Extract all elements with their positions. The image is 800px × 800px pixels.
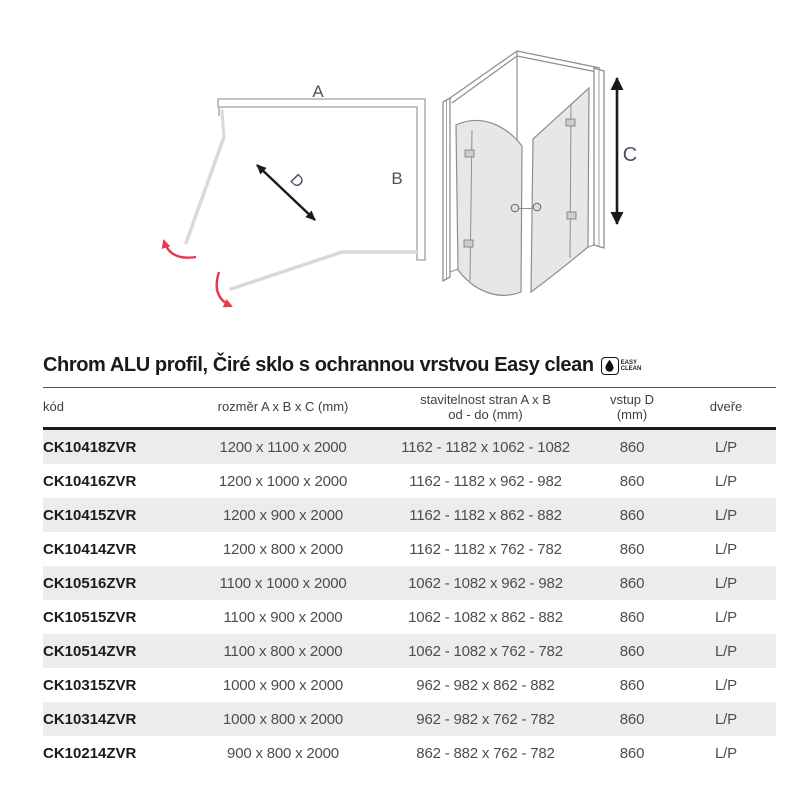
perspective-view-diagram xyxy=(443,51,637,295)
cell-rozmer: 1100 x 1000 x 2000 xyxy=(219,574,347,592)
cell-rozmer: 1200 x 900 x 2000 xyxy=(222,506,344,524)
cell-stavitelnost: 962 - 982 x 862 - 882 xyxy=(416,676,555,694)
cell-dvere: L/P xyxy=(715,676,737,694)
table-row xyxy=(43,532,776,566)
cell-rozmer: 1000 x 900 x 2000 xyxy=(222,676,344,694)
table-row xyxy=(43,736,776,770)
page-title: Chrom ALU profil, Čiré sklo s ochrannou vrstvou Easy clean xyxy=(43,354,594,376)
table-row xyxy=(43,668,776,702)
label-b: B xyxy=(391,169,403,188)
cell-stavitelnost: 1162 - 1182 x 1062 - 1082 xyxy=(401,438,570,456)
hinge-icon xyxy=(465,150,474,157)
droplet-icon xyxy=(601,357,619,375)
top-view-diagram xyxy=(164,82,425,306)
table-row xyxy=(43,702,776,736)
cell-rozmer: 1200 x 800 x 2000 xyxy=(222,540,344,558)
cell-vstup: 860 xyxy=(619,540,645,558)
label-d: D xyxy=(286,171,307,192)
col-header-kod: kód xyxy=(43,388,183,429)
col-header-stavitelnost: stavitelnost stran A x B od - do (mm) xyxy=(383,388,588,429)
cell-rozmer: 1200 x 1000 x 2000 xyxy=(218,472,348,490)
cell-kod: CK10314ZVR xyxy=(43,710,137,728)
spec-table xyxy=(43,387,776,770)
cell-stavitelnost: 1162 - 1182 x 862 - 882 xyxy=(409,506,562,524)
cell-dvere: L/P xyxy=(715,540,737,558)
left-glass-door xyxy=(456,121,522,296)
cell-dvere: L/P xyxy=(715,506,737,524)
swing-arrow-left xyxy=(164,241,196,258)
table-row xyxy=(43,464,776,498)
cell-dvere: L/P xyxy=(715,438,737,456)
table-row xyxy=(43,498,776,532)
cell-vstup: 860 xyxy=(619,438,645,456)
cell-dvere: L/P xyxy=(715,574,737,592)
cell-kod: CK10214ZVR xyxy=(43,744,137,762)
col-header-rozmer: rozměr A x B x C (mm) xyxy=(183,388,383,429)
easy-clean-badge xyxy=(601,357,642,375)
cell-stavitelnost: 1062 - 1082 x 762 - 782 xyxy=(408,642,563,660)
cell-kod: CK10516ZVR xyxy=(43,574,137,592)
door-knob-icon xyxy=(511,204,519,212)
cell-kod: CK10418ZVR xyxy=(43,438,137,456)
easy-clean-badge-text: EASY CLEAN xyxy=(620,359,642,372)
cell-vstup: 860 xyxy=(619,744,645,762)
label-a: A xyxy=(312,82,324,101)
open-door-lines xyxy=(186,111,417,289)
spec-table-header xyxy=(43,388,776,429)
product-title-row xyxy=(43,354,776,377)
cell-stavitelnost: 862 - 882 x 762 - 782 xyxy=(416,744,555,762)
cell-vstup: 860 xyxy=(619,608,645,626)
swing-arrow-bottom xyxy=(217,272,231,306)
door-knob-icon xyxy=(533,203,541,211)
cell-vstup: 860 xyxy=(619,676,645,694)
col-header-dvere: dveře xyxy=(676,388,776,429)
cell-vstup: 860 xyxy=(619,472,645,490)
cell-kod: CK10414ZVR xyxy=(43,540,137,558)
table-row xyxy=(43,566,776,600)
dimension-d-arrow xyxy=(257,165,315,220)
cell-dvere: L/P xyxy=(715,744,737,762)
cell-dvere: L/P xyxy=(715,642,737,660)
cell-rozmer: 1200 x 1100 x 2000 xyxy=(219,438,347,456)
hinge-icon xyxy=(566,119,575,126)
cell-dvere: L/P xyxy=(715,608,737,626)
right-glass-door xyxy=(531,88,589,292)
cell-stavitelnost: 1162 - 1182 x 762 - 782 xyxy=(409,540,562,558)
cell-stavitelnost: 1062 - 1082 x 962 - 982 xyxy=(408,574,563,592)
cell-rozmer: 1100 x 800 x 2000 xyxy=(223,642,343,660)
spec-table-wrap xyxy=(43,387,776,770)
cell-rozmer: 1000 x 800 x 2000 xyxy=(222,710,344,728)
table-row xyxy=(43,634,776,668)
cell-vstup: 860 xyxy=(619,506,645,524)
cell-rozmer: 1100 x 900 x 2000 xyxy=(223,608,343,626)
cell-vstup: 860 xyxy=(619,574,645,592)
label-c: C xyxy=(622,144,638,166)
cell-vstup: 860 xyxy=(619,710,645,728)
cell-stavitelnost: 1162 - 1182 x 962 - 982 xyxy=(409,472,562,490)
hinge-icon xyxy=(567,212,576,219)
table-row xyxy=(43,429,776,465)
cell-stavitelnost: 1062 - 1082 x 862 - 882 xyxy=(408,608,563,626)
technical-diagrams xyxy=(0,0,800,345)
cell-kod: CK10416ZVR xyxy=(43,472,137,490)
cell-stavitelnost: 962 - 982 x 762 - 782 xyxy=(416,710,555,728)
cell-dvere: L/P xyxy=(715,472,737,490)
cell-dvere: L/P xyxy=(715,710,737,728)
door-swing-arrows xyxy=(164,241,231,306)
hinge-icon xyxy=(464,240,473,247)
table-row xyxy=(43,600,776,634)
cell-rozmer: 900 x 800 x 2000 xyxy=(227,744,339,762)
cell-kod: CK10415ZVR xyxy=(43,506,137,524)
cell-kod: CK10315ZVR xyxy=(43,676,137,694)
cell-kod: CK10515ZVR xyxy=(43,608,137,626)
col-header-vstup: vstup D (mm) xyxy=(588,388,676,429)
cell-vstup: 860 xyxy=(619,642,645,660)
cell-kod: CK10514ZVR xyxy=(43,642,137,660)
spec-table-body xyxy=(43,429,776,771)
